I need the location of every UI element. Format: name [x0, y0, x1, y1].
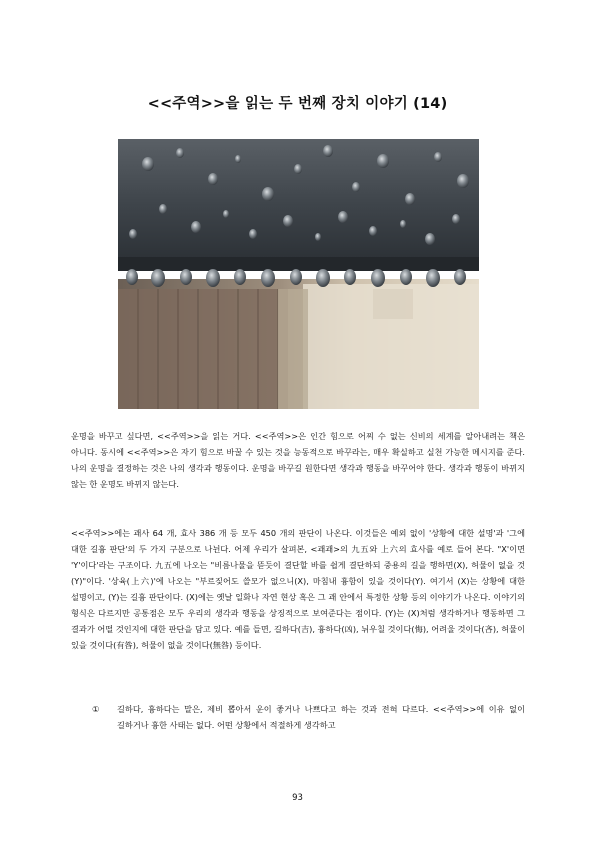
paragraph-2: <<주역>>에는 괘사 64 개, 효사 386 개 등 모두 450 개의 판단이 나온다. 이것들은 예외 없이 '상황에 대한 설명'과 '그에 대한 길흉 판단'의 두 가지 구분으로 나뉜다. 어제 우리가 살펴본, <괘괘>의 九五와 上六의 효사를 예로 들어 본다. "X'이면 'Y'이다'라는 구조이다. 九五에 나오는 "비름나물을 뜯듯이 결단할 바를 쉽게 결단하되 중용의 길을 행하면(X), 허물이 없을 것(Y)"이다. '상육(上六)'에 나오는 "부르짖어도 쓸모가 없으니(X), 마침내 흉함이 있을 것이다(Y). 여기서 (X)는 상황에 대한 설명이고, (Y)는 길흉 판단이다. (X)에는 옛날 일화나 자연 현상 혹은 그 괘 안에서 특정한 상황 등의 이야기가 나온다. 이야기의 형식은 다르지만 공통점은 모두 우리의 생각과 행동을 상징적으로 보여준다는 점이다. (Y)는 (X)처럼 생각하거나 행동하면 그 결과가 어떨 것인지에 대한 판단을 담고 있다. 예를 들면, 길하다(吉), 흉하다(凶), 뉘우칠 것이다(悔), 어려울 것이다(吝), 허물이 있을 것이다(有咎), 허물이 없을 것이다(無咎) 등이다. [71, 528, 525, 650]
paragraph-1: 운명을 바꾸고 싶다면, <<주역>>을 읽는 거다. <<주역>>은 인간 힘으로 어찌 수 없는 신비의 세계를 알아내려는 책은 아니다. 동시에 <<주역>>은 자기 힘으로 바꿀 수 있는 것을 능동적으로 바꾸라는, 매우 확실하고 실천 가능한 메시지를 준다. 나의 운명을 결정하는 것은 나의 생각과 행동이다. 운명을 바꾸길 원한다면 생각과 행동을 바꾸어야 한다. 생각과 행동이 바뀌지 않는 한 운명도 바뀌지 않는다. [71, 431, 525, 489]
list-marker: ① [92, 704, 100, 714]
rain-drops-illustration [118, 139, 479, 409]
page-title: <<주역>>을 읽는 두 번째 장치 이야기 (14) [147, 96, 448, 112]
list-item-text: 길하다, 흉하다는 말은, 제비 뽑아서 운이 좋거나 나쁘다고 하는 것과 전혀 다르다. <<주역>>에 이유 없이 길하거나 흉한 사태는 없다. 어떤 상황에서 적절하게 생각하고 [117, 704, 525, 730]
page-number: 93 [292, 793, 303, 803]
rain-drops-photo [118, 139, 479, 409]
